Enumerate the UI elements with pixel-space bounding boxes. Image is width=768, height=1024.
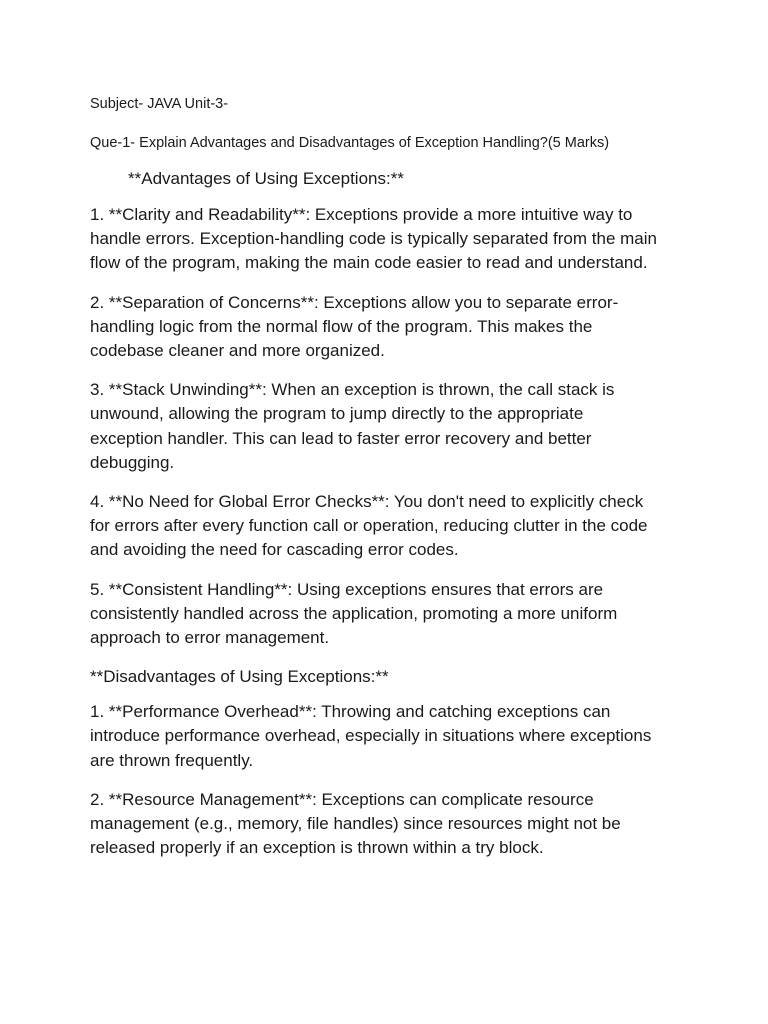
subject-line: Subject- JAVA Unit-3- [90, 96, 229, 112]
text-line: handling logic from the normal flow of the program. This makes the [90, 316, 593, 336]
text-line: 1. **Clarity and Readability**: Exceptions provide a more intuitive way to [90, 205, 633, 224]
text-line: approach to error management. [90, 628, 330, 648]
question-line: Que-1- Explain Advantages and Disadvantages of Exception Handling?(5 Marks) [90, 135, 610, 151]
disadvantages-heading: **Disadvantages of Using Exceptions:** [90, 667, 389, 687]
advantage-item-5 [90, 578, 690, 651]
text-line: 5. **Consistent Handling**: Using exceptions ensures that errors are [90, 579, 604, 599]
advantage-item-4 [90, 490, 690, 563]
text-line: debugging. [90, 452, 175, 472]
text-line: 1. **Performance Overhead**: Throwing and catching exceptions can [90, 702, 611, 722]
text-line: management (e.g., memory, file handles) since resources might not be [90, 814, 621, 834]
text-line: for errors after every function call or operation, reducing clutter in the code [90, 516, 648, 536]
text-line: are thrown frequently. [90, 750, 254, 770]
advantages-heading: **Advantages of Using Exceptions:** [128, 169, 404, 188]
text-line: exception handler. This can lead to faster error recovery and better [90, 428, 592, 448]
text-line: handle errors. Exception-handling code is typically separated from the main [90, 229, 657, 249]
disadvantage-item-1 [90, 700, 690, 773]
text-line: codebase cleaner and more organized. [90, 341, 385, 361]
text-line: 2. **Resource Management**: Exceptions can complicate resource [90, 789, 594, 809]
text-line: 4. **No Need for Global Error Checks**: You don't need to explicitly check [90, 492, 644, 512]
advantage-item-3 [90, 378, 690, 475]
text-line: introduce performance overhead, especially in situations where exceptions [90, 726, 652, 746]
advantage-item-2 [90, 291, 690, 364]
text-line: 3. **Stack Unwinding**: When an exception is thrown, the call stack is [90, 380, 615, 400]
text-line: flow of the program, making the main code easier to read and understand. [90, 253, 648, 273]
text-line: and avoiding the need for cascading error codes. [90, 540, 459, 560]
text-line: consistently handled across the application, promoting a more uniform [90, 603, 618, 623]
advantage-item-1 [90, 203, 690, 276]
disadvantage-item-2 [90, 788, 690, 861]
document-body [90, 94, 690, 875]
text-line: 2. **Separation of Concerns**: Exceptions allow you to separate error- [90, 292, 619, 312]
text-line: unwound, allowing the program to jump directly to the appropriate [90, 404, 584, 424]
text-line: released properly if an exception is thrown within a try block. [90, 838, 544, 858]
